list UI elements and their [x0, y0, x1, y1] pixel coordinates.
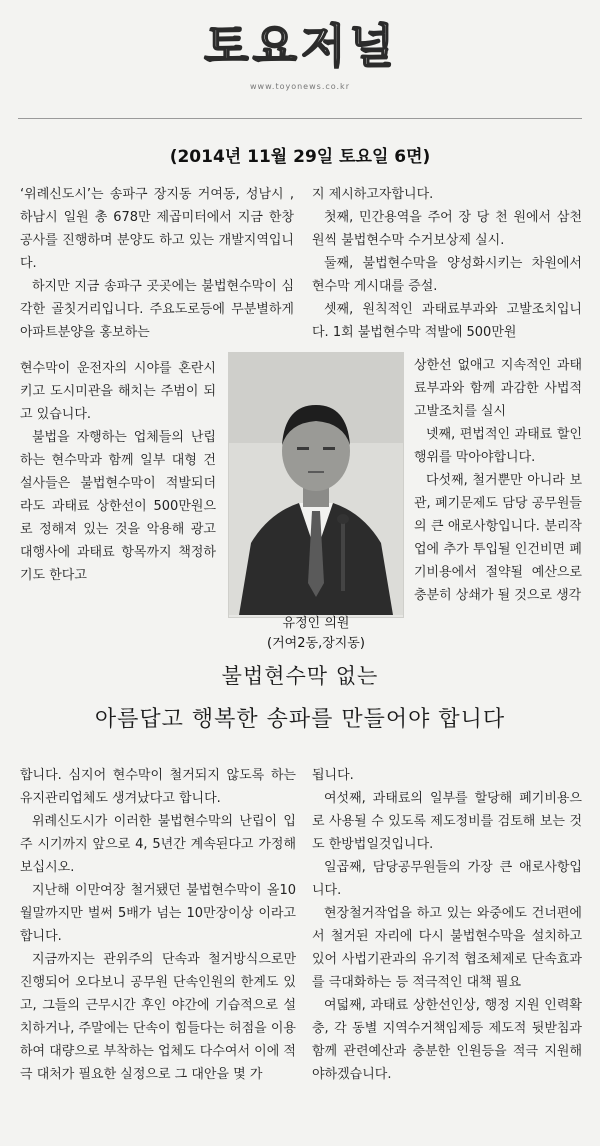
paragraph: 다섯째, 철거뿐만 아니라 보관, 폐기문제도 담당 공무원들의 큰 애로사항입니다. 분리작업에 추가 투입될 인건비면 폐기비용에서 절약될 예산으로 충분히 상쇄가 될 것으로 생각 [414, 473, 582, 603]
paragraph: 지 제시하고자합니다. [312, 187, 434, 202]
paragraph: 불법을 자행하는 업체들의 난립하는 현수막과 함께 일부 대형 건설사들은 불법현수막이 적발되더라도 과태료 상한선이 500만원으로 정해져 있는 것을 악용해 광고대행사에 과태료 항목까지 책정하기도 한다고 [20, 430, 216, 583]
paragraph: 첫째, 민간용역을 주어 장 당 천 원에서 삼천 원씩 불법현수막 수거보상제 실시. [312, 210, 582, 248]
newspaper-url: www.toyonews.co.kr [250, 82, 350, 91]
paragraph: ‘위례신도시’는 송파구 장지동 거여동, 성남시 , 하남시 일원 총 678만 제곱미터에서 지금 한창 공사를 진행하며 분양도 하고 있는 개발지역입니다. [20, 187, 294, 271]
portrait-illustration [229, 353, 403, 615]
paragraph: 위례신도시가 이러한 불법현수막의 난립이 입주 시기까지 앞으로 4, 5년간 계속된다고 가정해 보십시오. [20, 814, 296, 875]
paragraph: 합니다. 심지어 현수막이 철거되지 않도록 하는 유지관리업체도 생겨났다고 합니다. [20, 768, 296, 806]
paragraph: 지금까지는 관위주의 단속과 철거방식으로만 진행되어 오다보니 공무원 단속인원의 한계도 있고, 그들의 근무시간 후인 야간에 기습적으로 설치하거나, 주말에는 단속이 힘들다는 허점을 이용하여 대량으로 부착하는 업체도 다수여서 이에 적극 대처가 필요한 실정으로 그 대안을 몇 가 [20, 952, 296, 1082]
paragraph: 일곱째, 담당공무원들의 가장 큰 애로사항입니다. [312, 860, 582, 898]
masthead-divider [18, 118, 582, 119]
lower-left-column [20, 764, 296, 1086]
headline-line-1: 불법현수막 없는 [221, 664, 379, 688]
lower-right-column [312, 764, 582, 1086]
upper-right-column [312, 183, 582, 344]
caption-name: 유정인 의원 [282, 616, 350, 631]
edition-date: (2014년 11월 29일 토요일 6면) [169, 147, 431, 167]
caption-district: (거여2동,장지동) [267, 636, 365, 651]
paragraph: 지난해 이만여장 철거됐던 불법현수막이 올10월말까지만 벌써 5배가 넘는 10만장이상 이라고 합니다. [20, 883, 296, 944]
councilor-portrait-photo [228, 352, 404, 618]
paragraph: 여섯째, 과태료의 일부를 할당해 폐기비용으로 사용될 수 있도록 제도정비를 검토해 보는 것도 한방법일것입니다. [312, 791, 582, 852]
upper-right-narrow-column [414, 354, 582, 607]
paragraph: 됩니다. [312, 768, 354, 783]
paragraph: 하지만 지금 송파구 곳곳에는 불법현수막이 심각한 골칫거리입니다. 주요도로등에 무분별하게 아파트분양을 홍보하는 [20, 279, 294, 340]
paragraph: 여덟째, 과태료 상한선인상, 행정 지원 인력확충, 각 동별 지역수거책임제등 제도적 뒷받침과 함께 관련예산과 충분한 인원등을 적극 지원해야하겠습니다. [312, 998, 582, 1082]
paragraph: 셋째, 원칙적인 과태료부과와 고발조치입니다. 1회 불법현수막 적발에 500만원 [312, 302, 582, 340]
paragraph: 상한선 없애고 지속적인 과태료부과와 함께 과감한 사법적 고발조치를 실시 [414, 358, 582, 419]
paragraph: 현장철거작업을 하고 있는 와중에도 건너편에서 철거된 자리에 다시 불법현수막을 설치하고 있어 사법기관과의 유기적 협조체제로 단속효과를 극대화하는 등 적극적인 대책 필요 [312, 906, 582, 990]
headline-line-2: 아름답고 행복한 송파를 만들어야 합니다 [94, 707, 506, 732]
photo-caption [228, 614, 404, 654]
paragraph: 둘째, 불법현수막을 양성화시키는 차원에서 현수막 게시대를 증설. [312, 256, 582, 294]
paragraph: 현수막이 운전자의 시야를 혼란시키고 도시미관을 해치는 주범이 되고 있습니다. [20, 361, 216, 422]
paragraph: 넷째, 편법적인 과태료 할인행위를 막아야합니다. [414, 427, 582, 465]
newspaper-logo: 토요저널 [204, 19, 398, 73]
masthead [0, 0, 600, 118]
upper-left-column [20, 183, 294, 344]
upper-left-narrow-column [20, 357, 216, 587]
